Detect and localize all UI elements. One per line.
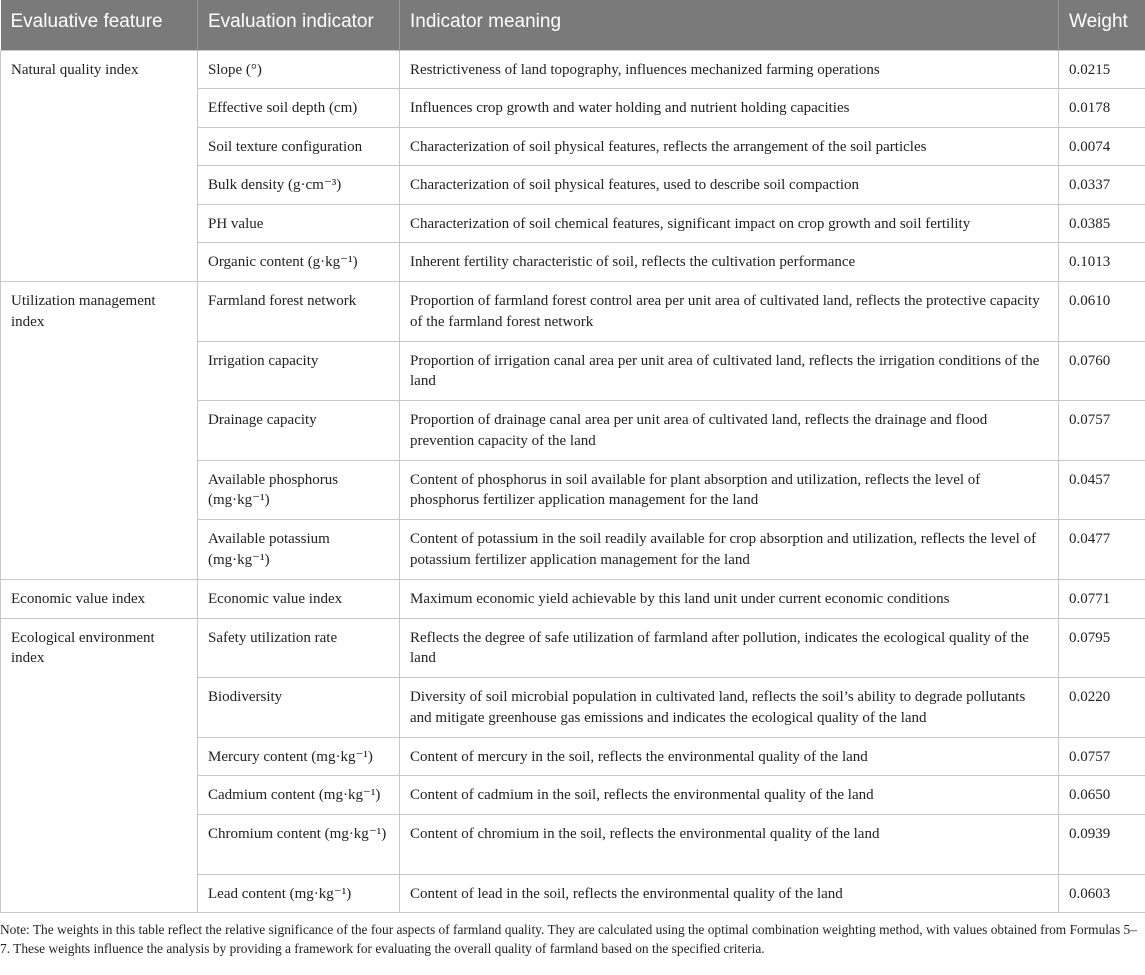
table-body — [1, 50, 1145, 913]
meaning-cell: Characterization of soil chemical features, significant impact on crop growth and soil fertility — [400, 204, 1059, 243]
table-row — [1, 618, 1145, 678]
meaning-cell: Proportion of irrigation canal area per unit area of cultivated land, reflects the irrigation conditions of the land — [400, 341, 1059, 401]
meaning-cell: Content of phosphorus in soil available for plant absorption and utilization, reflects the level of phosphorus fertilizer application management for the land — [400, 460, 1059, 520]
weight-cell: 0.0215 — [1059, 50, 1145, 89]
indicator-cell: Lead content (mg·kg⁻¹) — [198, 874, 400, 913]
indicator-cell: Mercury content (mg·kg⁻¹) — [198, 737, 400, 776]
meaning-cell: Content of potassium in the soil readily available for crop absorption and utilization, reflects the level of potassium fertilizer application management for the land — [400, 520, 1059, 580]
weight-cell: 0.0939 — [1059, 815, 1145, 875]
header-evaluative-feature: Evaluative feature — [1, 0, 198, 50]
weight-cell: 0.0795 — [1059, 618, 1145, 678]
weight-cell: 0.0757 — [1059, 737, 1145, 776]
table-note: Note: The weights in this table reflect the relative significance of the four aspects of farmland quality. They are calculated using the optimal combination weighting method, with values obtained from Formulas 5–7. These weights influence the analysis by providing a framework for evaluating the overall quality of farmland based on the specified criteria. — [0, 922, 1137, 956]
indicator-cell: Drainage capacity — [198, 401, 400, 461]
meaning-cell: Diversity of soil microbial population in cultivated land, reflects the soil’s ability to degrade pollutants and mitigate greenhouse gas emissions and indicates the ecological quality of the land — [400, 678, 1059, 738]
meaning-cell: Content of chromium in the soil, reflects the environmental quality of the land — [400, 815, 1059, 875]
meaning-cell: Maximum economic yield achievable by this land unit under current economic conditions — [400, 580, 1059, 619]
header-indicator-meaning: Indicator meaning — [400, 0, 1059, 50]
meaning-cell: Restrictiveness of land topography, influences mechanized farming operations — [400, 50, 1059, 89]
feature-cell: Ecological environment index — [1, 618, 198, 913]
weight-cell: 0.0757 — [1059, 401, 1145, 461]
meaning-cell: Content of lead in the soil, reflects the environmental quality of the land — [400, 874, 1059, 913]
meaning-cell: Reflects the degree of safe utilization of farmland after pollution, indicates the ecological quality of the land — [400, 618, 1059, 678]
feature-cell: Natural quality index — [1, 50, 198, 282]
weight-cell: 0.0074 — [1059, 127, 1145, 166]
table-row — [1, 282, 1145, 342]
meaning-cell: Characterization of soil physical features, used to describe soil compaction — [400, 166, 1059, 205]
indicator-cell: Biodiversity — [198, 678, 400, 738]
meaning-cell: Influences crop growth and water holding and nutrient holding capacities — [400, 89, 1059, 128]
meaning-cell: Proportion of drainage canal area per unit area of cultivated land, reflects the drainage and flood prevention capacity of the land — [400, 401, 1059, 461]
indicator-cell: Chromium content (mg·kg⁻¹) — [198, 815, 400, 875]
header-row — [1, 0, 1145, 50]
weight-cell: 0.0385 — [1059, 204, 1145, 243]
table-row — [1, 580, 1145, 619]
meaning-cell: Inherent fertility characteristic of soil, reflects the cultivation performance — [400, 243, 1059, 282]
meaning-cell: Content of mercury in the soil, reflects the environmental quality of the land — [400, 737, 1059, 776]
weight-cell: 0.0337 — [1059, 166, 1145, 205]
indicator-cell: Organic content (g·kg⁻¹) — [198, 243, 400, 282]
meaning-cell: Proportion of farmland forest control area per unit area of cultivated land, reflects the protective capacity of the farmland forest network — [400, 282, 1059, 342]
meaning-cell: Content of cadmium in the soil, reflects the environmental quality of the land — [400, 776, 1059, 815]
indicator-cell: Farmland forest network — [198, 282, 400, 342]
feature-cell: Economic value index — [1, 580, 198, 619]
indicator-cell: PH value — [198, 204, 400, 243]
indicator-cell: Available phosphorus (mg·kg⁻¹) — [198, 460, 400, 520]
weight-cell: 0.0477 — [1059, 520, 1145, 580]
weight-cell: 0.0457 — [1059, 460, 1145, 520]
indicator-cell: Irrigation capacity — [198, 341, 400, 401]
weight-cell: 0.0771 — [1059, 580, 1145, 619]
indicator-cell: Effective soil depth (cm) — [198, 89, 400, 128]
table-row — [1, 50, 1145, 89]
indicator-cell: Available potassium (mg·kg⁻¹) — [198, 520, 400, 580]
weight-cell: 0.0603 — [1059, 874, 1145, 913]
weight-cell: 0.0220 — [1059, 678, 1145, 738]
weight-cell: 0.0650 — [1059, 776, 1145, 815]
indicator-cell: Economic value index — [198, 580, 400, 619]
table-header — [1, 0, 1145, 50]
indicator-cell: Bulk density (g·cm⁻³) — [198, 166, 400, 205]
header-evaluation-indicator: Evaluation indicator — [198, 0, 400, 50]
indicator-cell: Slope (°) — [198, 50, 400, 89]
header-weight: Weight — [1059, 0, 1145, 50]
meaning-cell: Characterization of soil physical features, reflects the arrangement of the soil particles — [400, 127, 1059, 166]
indicator-cell: Soil texture configuration — [198, 127, 400, 166]
weight-cell: 0.0178 — [1059, 89, 1145, 128]
weight-cell: 0.0760 — [1059, 341, 1145, 401]
weight-cell: 0.1013 — [1059, 243, 1145, 282]
weight-cell: 0.0610 — [1059, 282, 1145, 342]
feature-cell: Utilization management index — [1, 282, 198, 580]
indicator-cell: Cadmium content (mg·kg⁻¹) — [198, 776, 400, 815]
indicator-cell: Safety utilization rate — [198, 618, 400, 678]
